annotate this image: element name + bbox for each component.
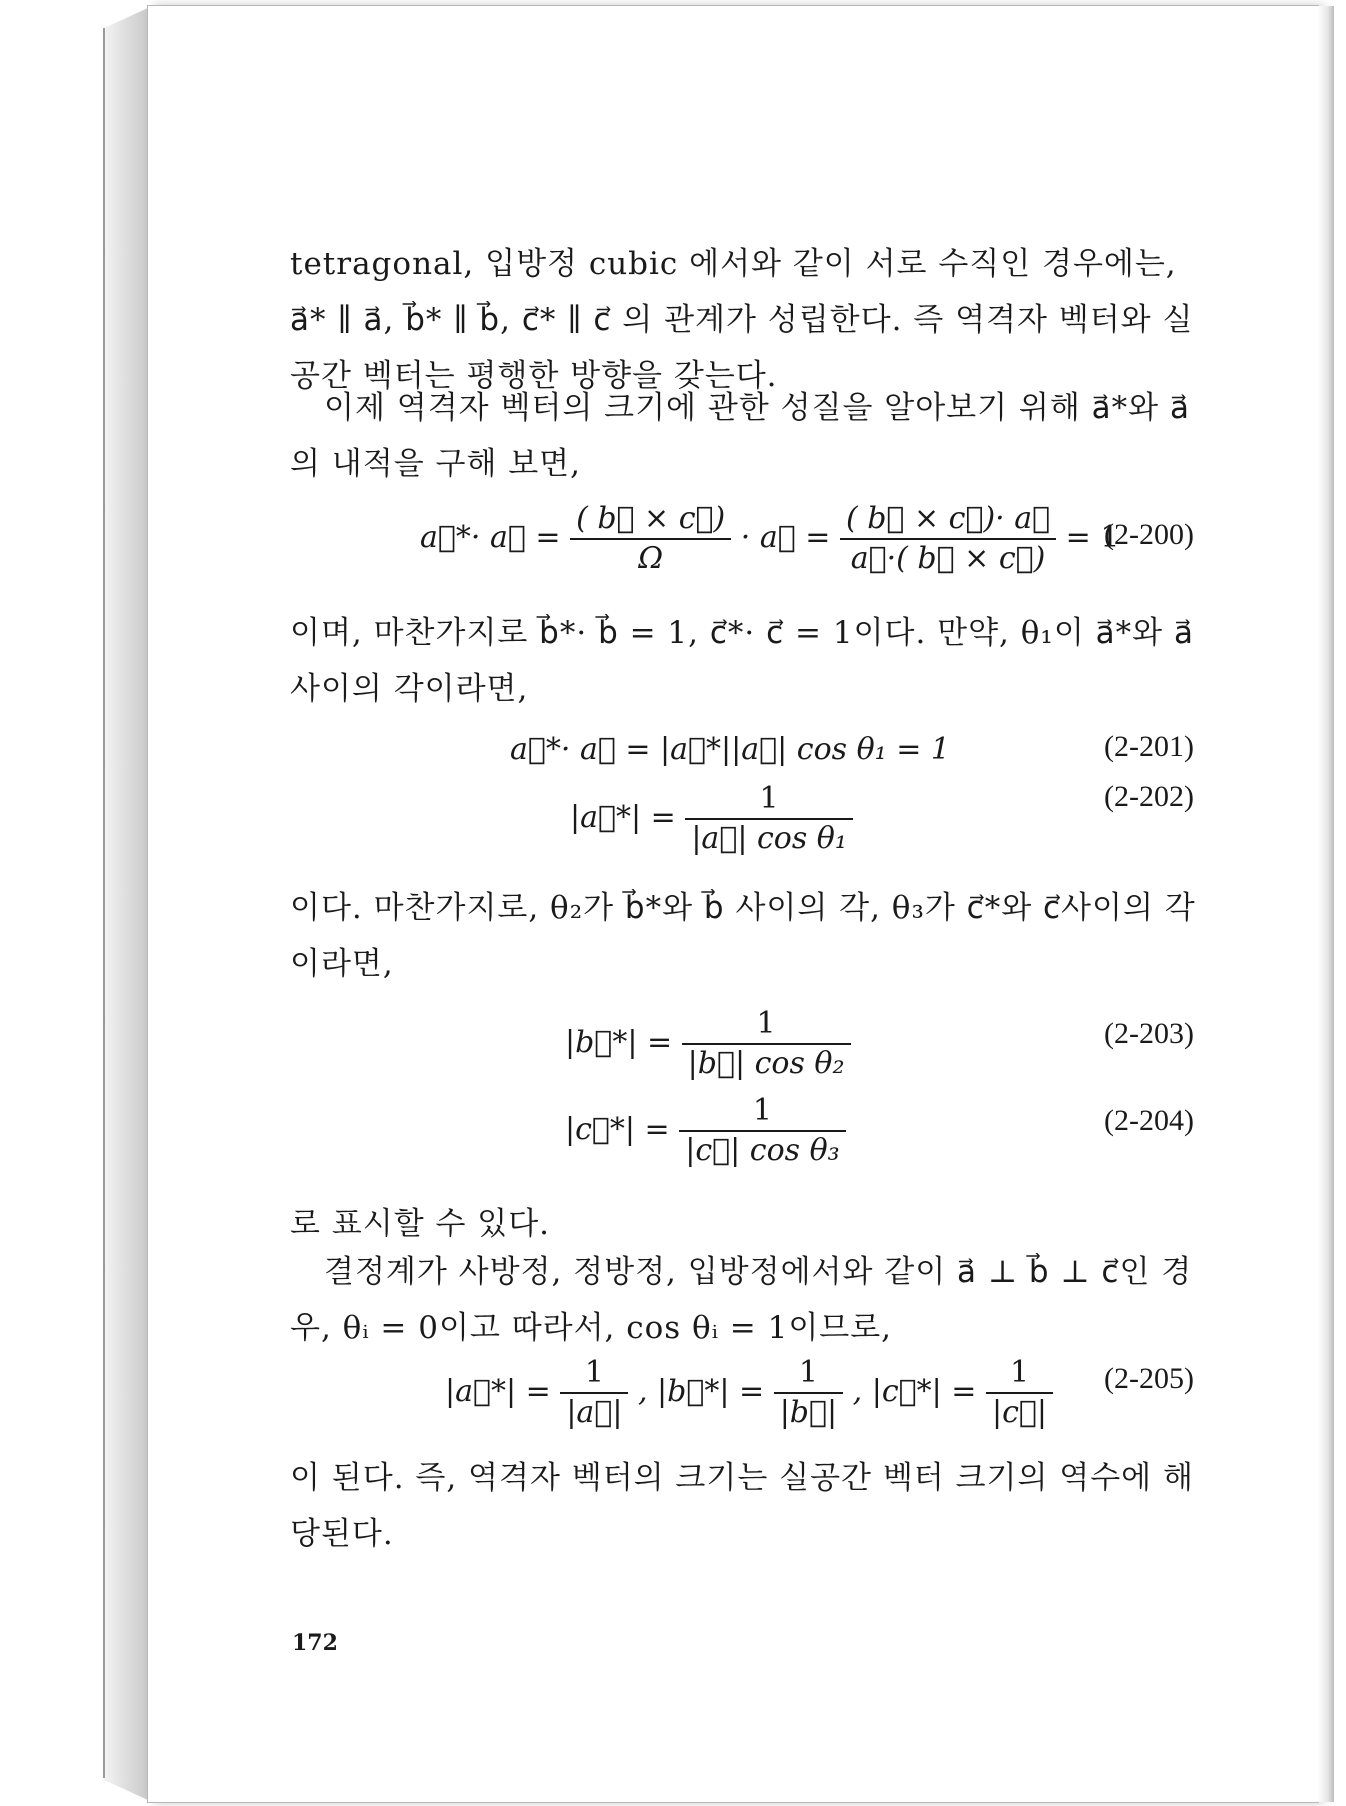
eq200-mid: · a⃗ = [740, 520, 831, 555]
equation-number-2-200: (2-200) [1104, 518, 1194, 551]
eq205-a-numerator: 1 [560, 1354, 628, 1394]
paragraph-3: 이며, 마찬가지로 b⃗*· b⃗ = 1, c⃗*· c⃗ = 1이다. 만약, θ₁이 a⃗*와 a⃗ 사이의 각이라면, [290, 615, 1194, 707]
eq205-b-denominator: |b⃗| [779, 1395, 838, 1430]
equation-2-201 [290, 728, 1196, 778]
paragraph-7: 이 된다. 즉, 역격자 벡터의 크기는 실공간 벡터 크기의 역수에 해당된다. [290, 1460, 1194, 1552]
eq202-fraction [685, 780, 853, 858]
eq205-c-denominator: |c⃗| [991, 1395, 1048, 1430]
eq200-fraction-2 [840, 500, 1056, 578]
paragraph-2: 이제 역격자 벡터의 크기에 관한 성질을 알아보기 위해 a⃗*와 a⃗의 내적을 구해 보면, [290, 390, 1190, 482]
eq205-b-fraction [774, 1354, 843, 1432]
eq200-frac1-denominator: Ω [638, 541, 664, 576]
eq205-b-numerator: 1 [774, 1354, 843, 1394]
eq200-fraction-1 [570, 500, 731, 578]
equation-number-2-204: (2-204) [1104, 1104, 1194, 1137]
paragraph-5: 로 표시할 수 있다. [290, 1206, 551, 1242]
book-edge [103, 28, 105, 1778]
eq200-rhs: = 1 [1065, 520, 1120, 555]
eq205-c-lhs: , |c⃗*| = [852, 1374, 977, 1409]
eq201-body: a⃗*· a⃗ = |a⃗*||a⃗| cos θ₁ = 1 [510, 732, 950, 767]
page-number: 172 [292, 1630, 338, 1656]
eq203-numerator: 1 [682, 1005, 851, 1045]
equation-2-202 [290, 780, 1196, 860]
eq204-numerator: 1 [679, 1092, 845, 1132]
eq203-lhs: |b⃗*| = [565, 1025, 673, 1060]
paragraph-6: 결정계가 사방정, 정방정, 입방정에서와 같이 a⃗ ⊥ b⃗ ⊥ c⃗인 경우, θᵢ = 0이고 따라서, cos θᵢ = 1이므로, [290, 1254, 1193, 1346]
eq204-fraction [679, 1092, 845, 1170]
eq200-frac2-denominator: a⃗·( b⃗ × c⃗) [850, 541, 1046, 576]
book-spine [104, 8, 148, 1800]
eq204-lhs: |c⃗*| = [565, 1112, 670, 1147]
equation-2-200 [290, 500, 1196, 580]
equation-2-204 [290, 1092, 1196, 1172]
eq204-denominator: |c⃗| cos θ₃ [685, 1133, 840, 1168]
equation-2-203 [290, 1005, 1196, 1085]
equation-number-2-203: (2-203) [1104, 1017, 1194, 1050]
page-right-edge [1318, 6, 1334, 1802]
paragraph-1: tetragonal, 입방정 cubic 에서와 같이 서로 수직인 경우에는, a⃗* ∥ a⃗, b⃗* ∥ b⃗, c⃗* ∥ c⃗ 의 관계가 성립한다. 즉 역격자 벡터와 실공간 벡터는 평행한 방향을 갖는다. [290, 246, 1194, 394]
eq205-a-lhs: |a⃗*| = [445, 1374, 551, 1409]
paragraph-4: 이다. 마찬가지로, θ₂가 b⃗*와 b⃗ 사이의 각, θ₃가 c⃗*와 c⃗사이의 각이라면, [290, 890, 1196, 982]
equation-number-2-202: (2-202) [1104, 780, 1194, 813]
eq205-a-fraction [560, 1354, 628, 1432]
eq200-frac1-numerator: ( b⃗ × c⃗) [570, 500, 731, 540]
eq203-denominator: |b⃗| cos θ₂ [687, 1046, 845, 1081]
eq205-c-fraction [986, 1354, 1053, 1432]
equation-number-2-205: (2-205) [1104, 1362, 1194, 1395]
eq200-lhs: a⃗*· a⃗ = [420, 520, 561, 555]
eq205-a-denominator: |a⃗| [566, 1395, 623, 1430]
eq203-fraction [682, 1005, 851, 1083]
eq200-frac2-numerator: ( b⃗ × c⃗)· a⃗ [840, 500, 1056, 540]
eq205-b-lhs: , |b⃗*| = [637, 1374, 765, 1409]
eq202-denominator: |a⃗| cos θ₁ [691, 821, 847, 856]
eq205-c-numerator: 1 [986, 1354, 1053, 1394]
eq202-lhs: |a⃗*| = [570, 800, 676, 835]
equation-2-205 [290, 1354, 1196, 1434]
eq202-numerator: 1 [685, 780, 853, 820]
equation-number-2-201: (2-201) [1104, 730, 1194, 763]
